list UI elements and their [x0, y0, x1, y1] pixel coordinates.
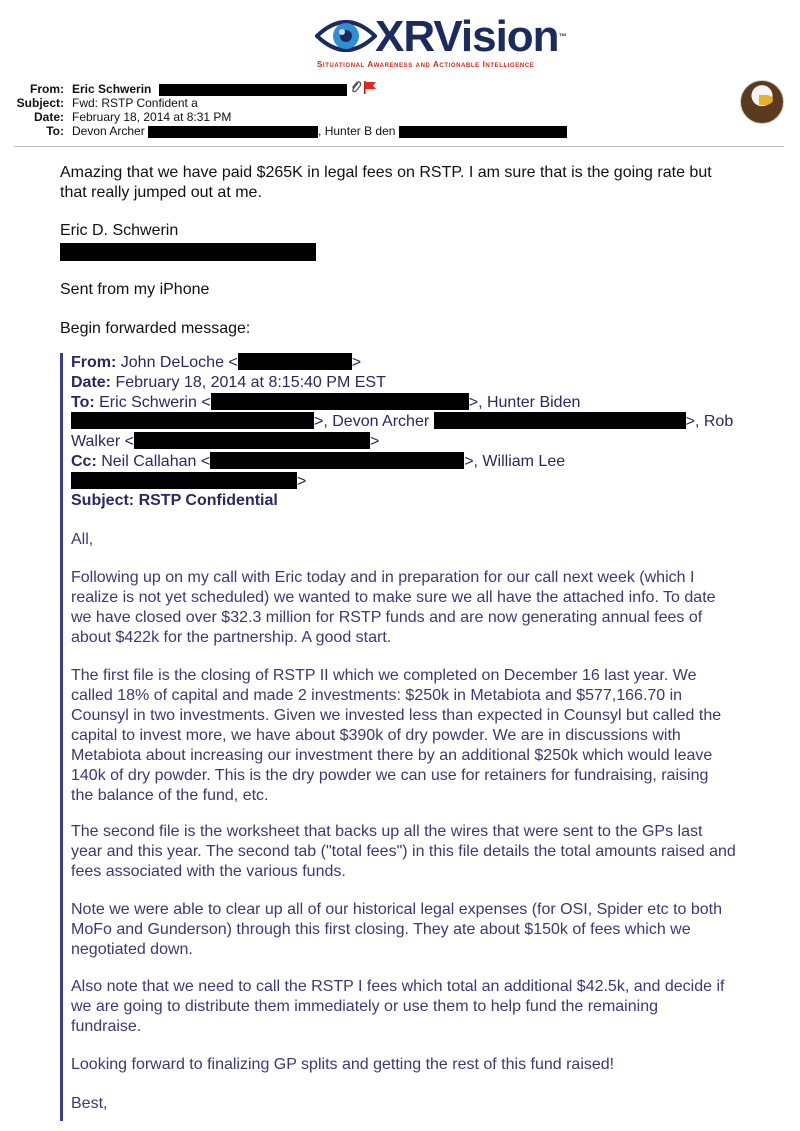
fwd-p3-line: year and this year. The second tab ("total fees") in this file details the total amounts raised and: [71, 843, 736, 860]
logo-wordmark: [375, 12, 566, 62]
redaction-bar: [134, 432, 370, 449]
fwd-salutation: All,: [71, 531, 94, 548]
fwd-to-row-3: [71, 432, 786, 452]
body-paragraph-1: [60, 163, 780, 203]
fwd-paragraph-1: [71, 568, 786, 648]
fwd-paragraph-5: [71, 977, 786, 1037]
logo-vision: Vision: [433, 12, 559, 61]
fwd-p2-line: The first file is the closing of RSTP II which we completed on December 16 last year. We: [71, 667, 697, 684]
fwd-cc-value-2: >, William Lee: [464, 452, 566, 470]
fwd-from-label: From:: [71, 354, 117, 371]
logo-tm: ™: [558, 32, 566, 41]
fwd-p2-line: capital to invest more, we have about $390k of dry powder. We are in discussions with: [71, 727, 681, 744]
header-subject-value: Fwd: RSTP Confident a: [72, 96, 198, 110]
signature-name: Eric D. Schwerin: [60, 222, 179, 239]
header-date-label: Date:: [33, 110, 64, 124]
header-to-label: To:: [46, 124, 64, 138]
fwd-cc-row: [71, 452, 786, 472]
header-from-value: [72, 82, 347, 96]
forwarded-header: [71, 353, 786, 492]
fwd-p5-line: fundraise.: [71, 1018, 142, 1035]
redaction-bar: [159, 84, 347, 96]
redaction-bar: [434, 412, 686, 429]
fwd-paragraph-3: [71, 822, 786, 882]
paperclip-icon: [350, 80, 362, 97]
redaction-bar: [148, 126, 318, 138]
begin-forwarded-line: Begin forwarded message:: [60, 320, 251, 337]
redaction-bar: [60, 243, 316, 261]
fwd-p2-line: Counsyl in two investments. Given we invested less than expected in Counsyl but called the: [71, 707, 722, 724]
fwd-p1-line: about $422k for the partnership. A good start.: [71, 629, 392, 646]
redaction-bar: [71, 472, 297, 489]
fwd-to-row-2: [71, 412, 786, 432]
fwd-p4-line: negotiated down.: [71, 941, 193, 958]
fwd-paragraph-2: [71, 666, 786, 806]
redaction-bar: [238, 353, 352, 370]
fwd-closing: Best,: [71, 1095, 108, 1112]
header-date-value: February 18, 2014 at 8:31 PM: [72, 110, 232, 124]
header-to-recipient-1: Devon Archer: [72, 124, 145, 138]
eye-logo-icon: [315, 14, 377, 58]
fwd-p4-line: Note we were able to clear up all of our historical legal expenses (for OSI, Spider etc to both: [71, 901, 723, 918]
header-to-recipient-2: , Hunter B den: [318, 124, 396, 138]
fwd-from-value: John DeLoche <: [116, 354, 238, 371]
fwd-to-value-1: Eric Schwerin <: [94, 393, 211, 411]
fwd-paragraph-6: Looking forward to finalizing GP splits and getting the rest of this fund raised!: [71, 1056, 615, 1073]
header-divider: [14, 146, 784, 147]
fwd-cc-close: >: [297, 472, 307, 490]
eagle-beak: [759, 95, 773, 105]
fwd-date-row: [71, 373, 786, 393]
fwd-p2-line: Metabiota about increasing our investment there by an additional $250k which would leave: [71, 747, 713, 764]
fwd-to-label: To:: [71, 393, 95, 411]
fwd-to-close: >: [369, 433, 380, 451]
fwd-p2-line: 140k of dry powder. This is the dry powder we can use for retainers for fundraising, raising: [71, 767, 709, 784]
fwd-to-value-4: >, Rob: [685, 413, 734, 431]
xrvision-logo: [315, 12, 575, 72]
fwd-subject-line: Subject: RSTP Confidential: [71, 492, 278, 509]
fwd-p2-line: called 18% of capital and made 2 investments: $250k in Metabiota and $577,166.70 in: [71, 687, 683, 704]
body-p1-line-2: that really jumped out at me.: [60, 184, 262, 201]
fwd-p3-line: fees associated with the various funds.: [71, 863, 346, 880]
sent-from-line: Sent from my iPhone: [60, 281, 210, 298]
fwd-p5-line: Also note that we need to call the RSTP I fees which total an additional $42.5k, and decide if: [71, 978, 725, 995]
fwd-p5-line: we are going to distribute them immediately or use them to help fund the remaining: [71, 998, 658, 1015]
fwd-to-value-3: >, Devon Archer: [314, 413, 430, 431]
logo-xr: XR: [375, 12, 434, 61]
redaction-bar: [399, 126, 567, 138]
header-subject-label: Subject:: [16, 96, 64, 110]
fwd-p3-line: The second file is the worksheet that backs up all the wires that were sent to the GPs last: [71, 823, 703, 840]
fwd-to-value-5: Walker <: [71, 433, 134, 451]
header-from-name: Eric Schwerin: [72, 82, 152, 96]
fwd-p1-line: Following up on my call with Eric today and in preparation for our call next week (which I: [71, 569, 695, 586]
fwd-to-row-1: [71, 393, 786, 413]
fwd-cc-label: Cc:: [71, 452, 97, 470]
fwd-from-close: >: [351, 354, 362, 371]
redaction-bar: [211, 393, 469, 410]
fwd-cc-value-1: Neil Callahan <: [96, 452, 211, 470]
fwd-cc-row-2: [71, 472, 786, 492]
header-to-value: [72, 124, 567, 138]
flag-icon: [363, 81, 377, 97]
fwd-from-row: [71, 353, 786, 373]
fwd-date-value: February 18, 2014 at 8:15:40 PM EST: [111, 373, 386, 391]
fwd-p4-line: MoFo and Gunderson) through this first closing. They ate about $150k of fees which we: [71, 921, 691, 938]
logo-tagline: Situational Awareness and Actionable Intelligence: [317, 60, 535, 69]
body-p1-line-1: Amazing that we have paid $265K in legal fees on RSTP. I am sure that is the going rate but: [60, 164, 712, 181]
fwd-date-label: Date:: [71, 373, 112, 391]
fwd-paragraph-4: [71, 900, 786, 960]
fwd-p1-line: realize is not yet scheduled) we wanted to make sure we all have the attached info. To date: [71, 589, 716, 606]
forwarded-quote-bar: [60, 353, 63, 1121]
redaction-bar: [71, 412, 314, 429]
fwd-p2-line: the balance of the fund, etc.: [71, 787, 269, 804]
sender-avatar: [740, 80, 784, 124]
fwd-p1-line: we have closed over $32.3 million for RSTP funds and are now generating annual fees of: [71, 609, 703, 626]
redaction-bar: [210, 452, 464, 469]
fwd-to-value-2: >, Hunter Biden: [468, 393, 581, 411]
header-from-label: From:: [30, 82, 64, 96]
